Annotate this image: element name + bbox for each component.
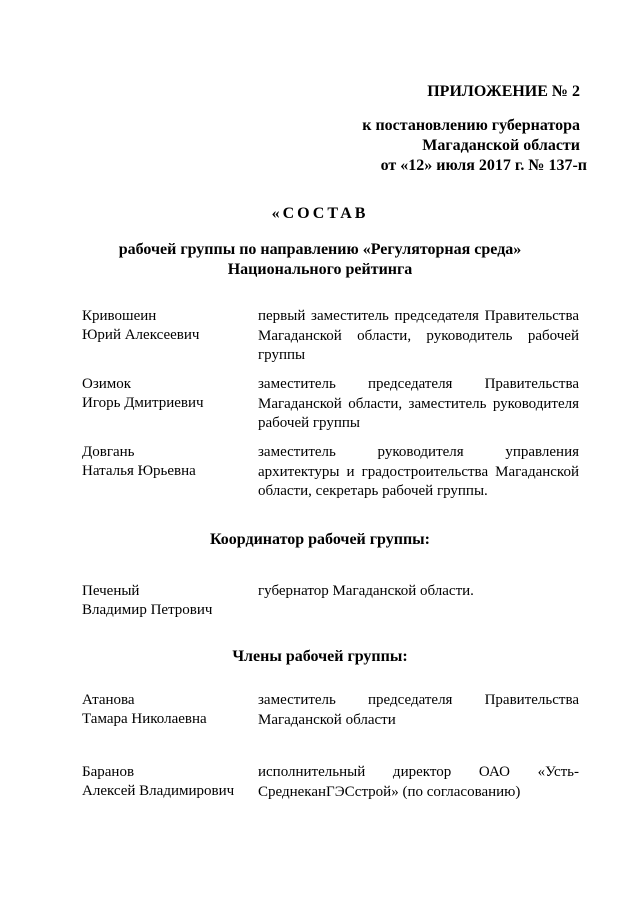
member-role: губернатор Магаданской области. [258,583,474,599]
member-surname: Кривошеин [82,308,157,324]
member-role: заместитель председателя Правительства Магаданской области, заместитель руководителя рабочей группы [258,376,579,431]
member-surname: Печеный [82,583,140,599]
member-name [82,443,252,481]
member-surname: Атанова [82,692,135,708]
document-subtitle [0,240,640,280]
subtitle-line-1: рабочей группы по направлению «Регуляторная среда» [118,241,522,258]
member-surname: Баранов [82,764,135,780]
member-given-name: Тамара Николаевна [82,711,207,727]
member-name [82,375,252,413]
member-name [82,307,252,345]
member-given-name: Наталья Юрьевна [82,463,196,479]
member-surname: Озимок [82,376,132,392]
member-role: заместитель руководителя управления архитектуры и градостроительства Магаданской области, секретарь рабочей группы. [258,444,579,499]
coordinator-heading: Координатор рабочей группы: [210,531,430,548]
member-given-name: Юрий Алексеевич [82,327,200,343]
member-given-name: Алексей Владимирович [82,783,235,799]
member-name [82,582,252,620]
member-role: исполнительный директор ОАО «Усть-СреднеканГЭСстрой» (по согласованию) [258,764,579,800]
member-name [82,691,252,729]
member-surname: Довгань [82,444,135,460]
document-title: «СОСТАВ [271,205,369,222]
member-role: заместитель председателя Правительства Магаданской области [258,692,579,728]
appendix-title: ПРИЛОЖЕНИЕ № 2 [427,83,580,100]
appendix-line-1: к постановлению губернатора [362,117,580,134]
member-given-name: Игорь Дмитриевич [82,395,204,411]
members-heading: Члены рабочей группы: [232,648,408,665]
subtitle-line-2: Национального рейтинга [227,261,413,278]
member-name [82,763,252,801]
appendix-line-3: от «12» июля 2017 г. № 137-п [380,157,587,174]
appendix-header [280,82,587,176]
member-role: первый заместитель председателя Правительства Магаданской области, руководитель рабочей группы [258,308,579,363]
appendix-line-2: Магаданской области [422,137,580,154]
member-given-name: Владимир Петрович [82,602,213,618]
